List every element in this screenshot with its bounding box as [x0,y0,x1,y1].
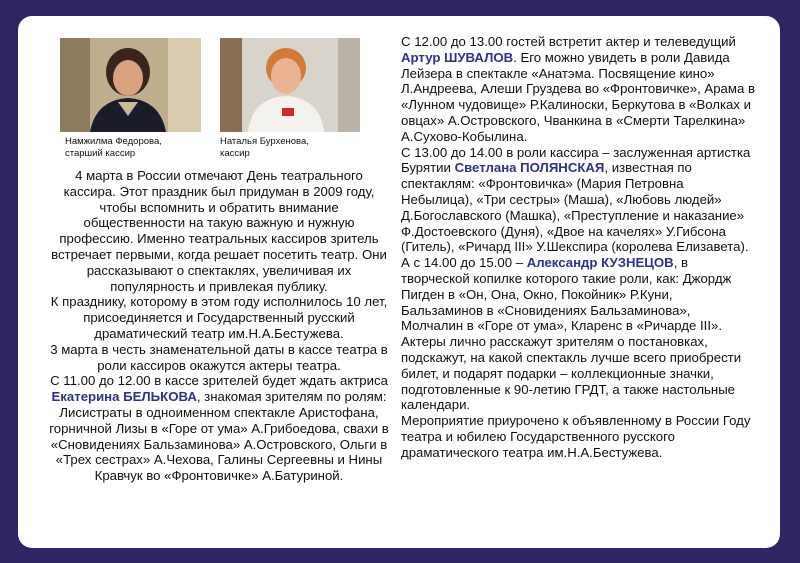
text-span: . Его можно увидеть в роли Давида Лейзера в спектакле «Анатэма. Посвящение кино» Л.Андреева, Алеши Груздева во «Фронтовичке», Арама в «Лунном чудовище» Р.Калиноски, Беркутова в «Волках и овцах» А.Островского, Чванкина в «Смерти Тарелкина» А.Сухово-Кобылина. [401,49,755,144]
photo-caption-burkhenova [220,136,309,160]
text-span: С 13.00 до 14.00 в роли кассира – заслуженная артистка Бурятии [401,144,751,176]
actor-name-highlight: Светлана ПОЛЯНСКАЯ [454,160,605,176]
text-span: , знакомая зрителям по ролям: Лисистраты в одноименном спектакле Аристофана, горничной Лизы в «Горе от ума» А.Грибоедова, свахи в «Сновидениях Бальзаминова» А.Островского, Ольги в «Трех сестрах» А.Чехова, Галины Сергеевны и Нины Кравчук во «Фронтовичке» А.Батуриной. [49,389,389,484]
text-span: С 11.00 до 12.00 в кассе зрителей будет ждать актриса [50,373,388,389]
text-span: , в творческой копилке которого такие роли, как: Джордж Пигден в «Он, Она, Окно, Покойник» Р.Куни, Бальзаминов в «Сновидениях Бальзаминова», Молчалин в «Горе от ума», Кларенс в «Ричарде III». [401,255,732,334]
photo-caption-fedorova [65,136,162,160]
caption-role: кассир [220,148,250,159]
paragraph: 3 марта в честь знаменательной даты в кассе театра в роли кассиров окажутся актеры театра. [50,341,388,373]
caption-name: Намжилма Федорова, [65,136,162,147]
caption-name: Наталья Бурхенова, [220,136,309,147]
photo-cashier-fedorova [60,38,201,132]
photo-cashier-burkhenova [220,38,360,132]
portrait-fedorova-image [60,38,201,132]
paragraph [401,34,756,145]
paragraph: Мероприятие приурочено к объявленному в России Году театра и юбилею Государственного русского драматического театра им.Н.А.Бестужева. [401,413,751,460]
portrait-burkhenova-image [220,38,360,132]
paragraph [401,145,756,335]
text-span: С 12.00 до 13.00 гостей встретит актер и телеведущий [401,34,736,49]
right-article-column [401,34,756,461]
text-span: , известная по спектаклям: «Фронтовичка» (Мария Петровна Небылица), «Три сестры» (Маша), «Любовь людей» Д.Богославского (Машка), «Преступление и наказание» Ф.Достоевского (Дуня), «Двое на качелях» У.Гибсона (Гитель), «Ричард III» У.Шекспира (королева Елизавета). А с 14.00 до 15.00 – [401,160,749,271]
paragraph: Актеры лично расскажут зрителям о постановках, подскажут, на какой спектакль лучше всего приобрести билет, и подарят подарки – коллекционные значки, подготовленные к 90-летию ГРДТ, а также настольные календари. [401,334,742,413]
left-article-column [48,168,390,484]
paragraph: 4 марта в России отмечают День театрального кассира. Этот праздник был придуман в 2009 году, чтобы вспомнить и обратить внимание общественности на такую важную и нужную профессию. Именно театральных кассиров зритель встречает первыми, когда решает посетить театр. Они рассказывают о спектаклях, увеличивая их популярность и привлекая публику. [51,168,387,294]
paragraph: К празднику, которому в этом году исполнилось 10 лет, присоединяется и Государственный русский драматический театр им.Н.А.Бестужева. [50,294,388,341]
actor-name-highlight: Артур ШУВАЛОВ [401,49,514,65]
actor-name-highlight: Александр КУЗНЕЦОВ [526,255,674,271]
article-card [18,16,780,548]
actor-name-highlight: Екатерина БЕЛЬКОВА [51,389,197,405]
caption-role: старший кассир [65,148,136,159]
paragraph [48,373,390,484]
